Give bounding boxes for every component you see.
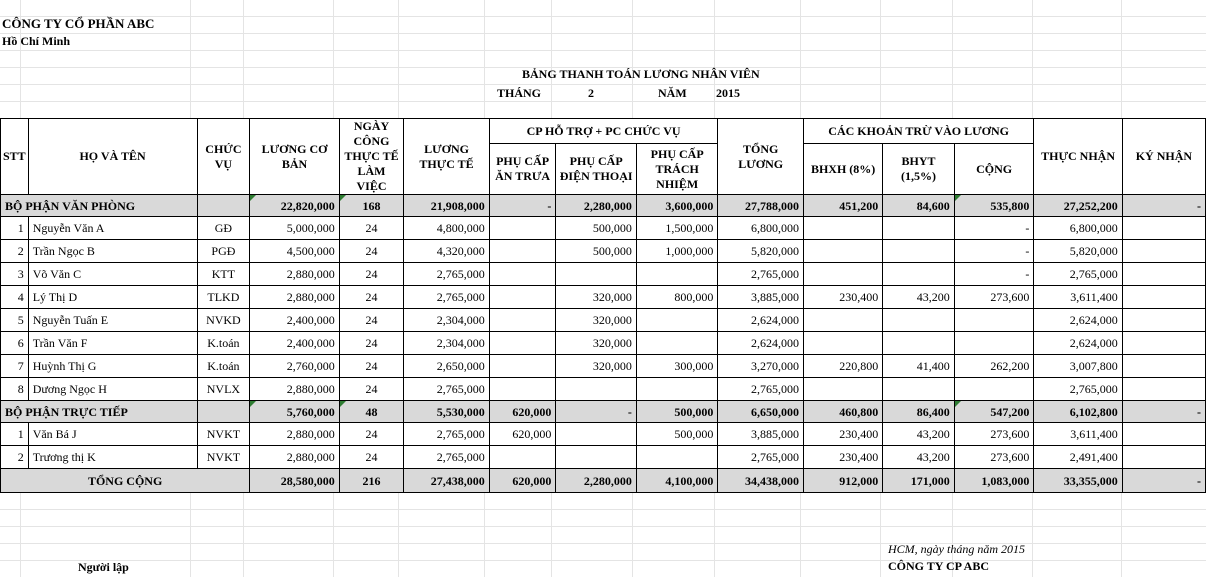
base-salary-cell[interactable]: 2,880,000	[250, 286, 339, 309]
bhxh-cell[interactable]: 230,400	[803, 446, 882, 469]
name-cell[interactable]: Võ Văn C	[28, 263, 197, 286]
net-cell[interactable]: 5,820,000	[1034, 240, 1122, 263]
header-stt[interactable]: STT	[1, 119, 29, 195]
stt-cell[interactable]: 2	[1, 240, 29, 263]
base-salary-cell[interactable]: 2,760,000	[250, 355, 339, 378]
grand-total-sign-cell[interactable]: -	[1122, 469, 1205, 493]
table-row	[1, 378, 1206, 401]
header-work-days[interactable]: NGÀY CÔNG THỰC TẾ LÀM VIỆC	[339, 119, 404, 195]
header-deduct-sum[interactable]: CỘNG	[954, 144, 1034, 195]
phone-cell[interactable]	[556, 446, 637, 469]
footer-maker: Người lập	[78, 560, 129, 574]
name-cell[interactable]: Nguyễn Tuấn E	[28, 309, 197, 332]
header-lunch[interactable]: PHỤ CẤP ĂN TRƯA	[489, 144, 556, 195]
header-base-salary[interactable]: LƯƠNG CƠ BẢN	[250, 119, 339, 195]
total-salary-cell[interactable]: 2,624,000	[718, 332, 804, 355]
position-cell[interactable]: KTT	[197, 263, 250, 286]
deduct-sum-cell[interactable]: -	[954, 217, 1034, 240]
phone-cell[interactable]: 320,000	[556, 286, 637, 309]
position-cell[interactable]: NVLX	[197, 378, 250, 401]
responsibility-cell[interactable]: 500,000	[636, 423, 717, 446]
net-cell[interactable]: 6,800,000	[1034, 217, 1122, 240]
base-salary-cell[interactable]: 2,400,000	[250, 332, 339, 355]
group-responsibility-cell[interactable]: 3,600,000	[636, 195, 717, 217]
phone-cell[interactable]: 320,000	[556, 332, 637, 355]
lunch-cell[interactable]	[489, 378, 556, 401]
total-salary-cell[interactable]: 3,885,000	[718, 286, 804, 309]
bhyt-cell[interactable]	[883, 263, 955, 286]
header-bhxh[interactable]: BHXH (8%)	[803, 144, 882, 195]
deduct-sum-cell[interactable]: 273,600	[954, 423, 1034, 446]
bhxh-cell[interactable]	[803, 332, 882, 355]
work-days-cell[interactable]: 24	[339, 286, 404, 309]
position-cell[interactable]: GĐ	[197, 217, 250, 240]
table-row	[1, 423, 1206, 446]
report-title: BẢNG THANH TOÁN LƯƠNG NHÂN VIÊN	[522, 67, 760, 81]
total-salary-cell[interactable]: 6,800,000	[718, 217, 804, 240]
bhyt-cell[interactable]: 41,400	[883, 355, 955, 378]
phone-cell[interactable]: 320,000	[556, 309, 637, 332]
total-salary-cell[interactable]: 2,624,000	[718, 309, 804, 332]
stt-cell[interactable]: 3	[1, 263, 29, 286]
group-net-cell[interactable]: 6,102,800	[1034, 401, 1122, 423]
net-cell[interactable]: 2,765,000	[1034, 263, 1122, 286]
grand-total-deduct-sum-cell[interactable]: 1,083,000	[954, 469, 1034, 493]
phone-cell[interactable]	[556, 423, 637, 446]
phone-cell[interactable]: 500,000	[556, 240, 637, 263]
group-total-salary-cell[interactable]: 27,788,000	[718, 195, 804, 217]
bhyt-cell[interactable]	[883, 378, 955, 401]
net-cell[interactable]: 2,491,400	[1034, 446, 1122, 469]
deduct-sum-cell[interactable]: 273,600	[954, 286, 1034, 309]
position-cell[interactable]	[197, 195, 250, 217]
lunch-cell[interactable]	[489, 309, 556, 332]
header-position[interactable]: CHỨC VỤ	[197, 119, 250, 195]
responsibility-cell[interactable]: 1,000,000	[636, 240, 717, 263]
responsibility-cell[interactable]: 300,000	[636, 355, 717, 378]
responsibility-cell[interactable]	[636, 378, 717, 401]
grand-total-phone-cell[interactable]: 2,280,000	[556, 469, 637, 493]
header-actual-salary[interactable]: LƯƠNG THỰC TẾ	[404, 119, 490, 195]
header-net[interactable]: THỰC NHẬN	[1034, 119, 1122, 195]
actual-salary-cell[interactable]: 2,765,000	[404, 446, 490, 469]
deduct-sum-cell[interactable]	[954, 332, 1034, 355]
base-salary-cell[interactable]: 2,880,000	[250, 263, 339, 286]
actual-salary-cell[interactable]: 2,650,000	[404, 355, 490, 378]
group-deduct-sum-cell[interactable]: 547,200	[954, 401, 1034, 423]
net-cell[interactable]: 2,624,000	[1034, 332, 1122, 355]
work-days-cell[interactable]: 24	[339, 217, 404, 240]
bhxh-cell[interactable]: 230,400	[803, 423, 882, 446]
net-cell[interactable]: 2,624,000	[1034, 309, 1122, 332]
total-salary-cell[interactable]: 2,765,000	[718, 446, 804, 469]
actual-salary-cell[interactable]: 2,765,000	[404, 378, 490, 401]
bhyt-cell[interactable]	[883, 240, 955, 263]
position-cell[interactable]: K.toán	[197, 355, 250, 378]
work-days-cell[interactable]: 24	[339, 332, 404, 355]
responsibility-cell[interactable]	[636, 263, 717, 286]
actual-salary-cell[interactable]: 2,304,000	[404, 309, 490, 332]
stt-cell[interactable]: 2	[1, 446, 29, 469]
lunch-cell[interactable]	[489, 217, 556, 240]
position-cell[interactable]: TLKD	[197, 286, 250, 309]
footer-signer-company: CÔNG TY CP ABC	[888, 559, 990, 573]
bhyt-cell[interactable]	[883, 217, 955, 240]
deduct-sum-cell[interactable]: -	[954, 240, 1034, 263]
group-bhxh-cell[interactable]: 451,200	[803, 195, 882, 217]
group-work-days-cell[interactable]: 168	[339, 195, 404, 217]
total-salary-cell[interactable]: 2,765,000	[718, 378, 804, 401]
responsibility-cell[interactable]	[636, 309, 717, 332]
base-salary-cell[interactable]: 2,400,000	[250, 309, 339, 332]
bhxh-cell[interactable]	[803, 240, 882, 263]
position-cell[interactable]: NVKT	[197, 446, 250, 469]
deduct-sum-cell[interactable]	[954, 309, 1034, 332]
table-row	[1, 309, 1206, 332]
group-bhyt-cell[interactable]: 86,400	[883, 401, 955, 423]
stt-cell[interactable]: 7	[1, 355, 29, 378]
grand-total-total-salary-cell[interactable]: 34,438,000	[718, 469, 804, 493]
base-salary-cell[interactable]: 2,880,000	[250, 423, 339, 446]
phone-cell[interactable]	[556, 263, 637, 286]
position-cell[interactable]: NVKD	[197, 309, 250, 332]
group-actual-salary-cell[interactable]: 21,908,000	[404, 195, 490, 217]
bhxh-cell[interactable]: 230,400	[803, 286, 882, 309]
group-bhyt-cell[interactable]: 84,600	[883, 195, 955, 217]
work-days-cell[interactable]: 24	[339, 309, 404, 332]
group-responsibility-cell[interactable]: 500,000	[636, 401, 717, 423]
bhyt-cell[interactable]	[883, 332, 955, 355]
group-lunch-cell[interactable]: -	[489, 195, 556, 217]
lunch-cell[interactable]: 620,000	[489, 423, 556, 446]
sign-cell[interactable]	[1122, 378, 1205, 401]
work-days-cell[interactable]: 24	[339, 378, 404, 401]
bhyt-cell[interactable]: 43,200	[883, 446, 955, 469]
name-cell[interactable]: Lý Thị D	[28, 286, 197, 309]
payroll-table	[0, 118, 1206, 493]
table-row	[1, 286, 1206, 309]
grand-total-actual-salary-cell[interactable]: 27,438,000	[404, 469, 490, 493]
month-label: THÁNG	[497, 86, 542, 100]
group-base-salary-cell[interactable]: 22,820,000	[250, 195, 339, 217]
deduct-sum-cell[interactable]: -	[954, 263, 1034, 286]
group-sign-cell[interactable]: -	[1122, 401, 1205, 423]
header-bhyt[interactable]: BHYT (1,5%)	[883, 144, 955, 195]
deduct-sum-cell[interactable]: 273,600	[954, 446, 1034, 469]
stt-cell[interactable]: 8	[1, 378, 29, 401]
net-cell[interactable]: 3,611,400	[1034, 286, 1122, 309]
work-days-cell[interactable]: 24	[339, 423, 404, 446]
actual-salary-cell[interactable]: 2,765,000	[404, 263, 490, 286]
bhxh-cell[interactable]	[803, 263, 882, 286]
work-days-cell[interactable]: 24	[339, 240, 404, 263]
group-lunch-cell[interactable]: 620,000	[489, 401, 556, 423]
header-total-salary[interactable]: TỔNG LƯƠNG	[718, 119, 804, 195]
phone-cell[interactable]: 320,000	[556, 355, 637, 378]
bhyt-cell[interactable]: 43,200	[883, 286, 955, 309]
header-allowance-group[interactable]: CP HỖ TRỢ + PC CHỨC VỤ	[489, 119, 718, 144]
stt-cell[interactable]: 1	[1, 217, 29, 240]
group-base-salary-cell[interactable]: 5,760,000	[250, 401, 339, 423]
header-responsibility[interactable]: PHỤ CẤP TRÁCH NHIỆM	[636, 144, 717, 195]
header-sign[interactable]: KÝ NHẬN	[1122, 119, 1205, 195]
sign-cell[interactable]	[1122, 263, 1205, 286]
header-phone[interactable]: PHỤ CẤP ĐIỆN THOẠI	[556, 144, 637, 195]
group-work-days-cell[interactable]: 48	[339, 401, 404, 423]
stt-cell[interactable]: 4	[1, 286, 29, 309]
group-total-salary-cell[interactable]: 6,650,000	[718, 401, 804, 423]
sign-cell[interactable]	[1122, 423, 1205, 446]
lunch-cell[interactable]	[489, 332, 556, 355]
lunch-cell[interactable]	[489, 446, 556, 469]
grand-total-row	[1, 469, 1206, 493]
position-cell[interactable]: NVKT	[197, 423, 250, 446]
actual-salary-cell[interactable]: 2,304,000	[404, 332, 490, 355]
base-salary-cell[interactable]: 2,880,000	[250, 446, 339, 469]
name-cell[interactable]: Huỳnh Thị G	[28, 355, 197, 378]
grand-total-lunch-cell[interactable]: 620,000	[489, 469, 556, 493]
base-salary-cell[interactable]: 2,880,000	[250, 378, 339, 401]
actual-salary-cell[interactable]: 4,320,000	[404, 240, 490, 263]
lunch-cell[interactable]	[489, 355, 556, 378]
group-row	[1, 195, 1206, 217]
position-cell[interactable]: PGĐ	[197, 240, 250, 263]
name-cell[interactable]: Trần Văn F	[28, 332, 197, 355]
bhxh-cell[interactable]	[803, 378, 882, 401]
stt-cell[interactable]: 6	[1, 332, 29, 355]
group-actual-salary-cell[interactable]: 5,530,000	[404, 401, 490, 423]
bhyt-cell[interactable]: 43,200	[883, 423, 955, 446]
actual-salary-cell[interactable]: 2,765,000	[404, 423, 490, 446]
group-label-cell[interactable]: BỘ PHẬN TRỰC TIẾP	[1, 401, 198, 423]
total-salary-cell[interactable]: 5,820,000	[718, 240, 804, 263]
total-salary-cell[interactable]: 2,765,000	[718, 263, 804, 286]
grand-total-bhxh-cell[interactable]: 912,000	[803, 469, 882, 493]
grand-total-bhyt-cell[interactable]: 171,000	[883, 469, 955, 493]
table-row	[1, 446, 1206, 469]
phone-cell[interactable]: 500,000	[556, 217, 637, 240]
base-salary-cell[interactable]: 4,500,000	[250, 240, 339, 263]
group-sign-cell[interactable]: -	[1122, 195, 1205, 217]
responsibility-cell[interactable]: 1,500,000	[636, 217, 717, 240]
grand-total-label-cell[interactable]: TỔNG CỘNG	[1, 469, 250, 493]
group-net-cell[interactable]: 27,252,200	[1034, 195, 1122, 217]
group-phone-cell[interactable]: -	[556, 401, 637, 423]
bhyt-cell[interactable]	[883, 309, 955, 332]
grand-total-responsibility-cell[interactable]: 4,100,000	[636, 469, 717, 493]
lunch-cell[interactable]	[489, 286, 556, 309]
table-row	[1, 263, 1206, 286]
grand-total-net-cell[interactable]: 33,355,000	[1034, 469, 1122, 493]
month-value[interactable]: 2	[588, 86, 594, 100]
name-cell[interactable]: Dương Ngọc H	[28, 378, 197, 401]
footer-date-line: HCM, ngày tháng năm 2015	[888, 542, 1025, 556]
sign-cell[interactable]	[1122, 286, 1205, 309]
table-row	[1, 355, 1206, 378]
net-cell[interactable]: 3,007,800	[1034, 355, 1122, 378]
group-deduct-sum-cell[interactable]: 535,800	[954, 195, 1034, 217]
payroll-body	[1, 195, 1206, 493]
stt-cell[interactable]: 5	[1, 309, 29, 332]
sign-cell[interactable]	[1122, 446, 1205, 469]
table-row	[1, 240, 1206, 263]
deduct-sum-cell[interactable]: 262,200	[954, 355, 1034, 378]
lunch-cell[interactable]	[489, 263, 556, 286]
grand-total-base-salary-cell[interactable]: 28,580,000	[250, 469, 339, 493]
total-salary-cell[interactable]: 3,885,000	[718, 423, 804, 446]
deduct-sum-cell[interactable]	[954, 378, 1034, 401]
work-days-cell[interactable]: 24	[339, 355, 404, 378]
group-row	[1, 401, 1206, 423]
company-name: CÔNG TY CỔ PHẦN ABC	[2, 16, 155, 31]
table-row	[1, 217, 1206, 240]
sign-cell[interactable]	[1122, 217, 1205, 240]
work-days-cell[interactable]: 24	[339, 446, 404, 469]
sign-cell[interactable]	[1122, 332, 1205, 355]
sign-cell[interactable]	[1122, 309, 1205, 332]
position-cell[interactable]: K.toán	[197, 332, 250, 355]
header-deduction-group[interactable]: CÁC KHOẢN TRỪ VÀO LƯƠNG	[803, 119, 1033, 144]
net-cell[interactable]: 2,765,000	[1034, 378, 1122, 401]
lunch-cell[interactable]	[489, 240, 556, 263]
name-cell[interactable]: Văn Bá J	[28, 423, 197, 446]
actual-salary-cell[interactable]: 4,800,000	[404, 217, 490, 240]
bhxh-cell[interactable]	[803, 309, 882, 332]
group-label-cell[interactable]: BỘ PHẬN VĂN PHÒNG	[1, 195, 198, 217]
position-cell[interactable]	[197, 401, 250, 423]
group-bhxh-cell[interactable]: 460,800	[803, 401, 882, 423]
name-cell[interactable]: Trương thị K	[28, 446, 197, 469]
name-cell[interactable]: Trần Ngọc B	[28, 240, 197, 263]
grand-total-work-days-cell[interactable]: 216	[339, 469, 404, 493]
responsibility-cell[interactable]	[636, 446, 717, 469]
sign-cell[interactable]	[1122, 355, 1205, 378]
actual-salary-cell[interactable]: 2,765,000	[404, 286, 490, 309]
bhxh-cell[interactable]	[803, 217, 882, 240]
work-days-cell[interactable]: 24	[339, 263, 404, 286]
bhxh-cell[interactable]: 220,800	[803, 355, 882, 378]
phone-cell[interactable]	[556, 378, 637, 401]
table-row	[1, 332, 1206, 355]
base-salary-cell[interactable]: 5,000,000	[250, 217, 339, 240]
responsibility-cell[interactable]: 800,000	[636, 286, 717, 309]
company-city: Hồ Chí Minh	[2, 34, 71, 48]
header-name[interactable]: HỌ VÀ TÊN	[28, 119, 197, 195]
year-label: NĂM	[658, 86, 687, 100]
responsibility-cell[interactable]	[636, 332, 717, 355]
name-cell[interactable]: Nguyễn Văn A	[28, 217, 197, 240]
year-value[interactable]: 2015	[716, 86, 740, 100]
total-salary-cell[interactable]: 3,270,000	[718, 355, 804, 378]
net-cell[interactable]: 3,611,400	[1034, 423, 1122, 446]
group-phone-cell[interactable]: 2,280,000	[556, 195, 637, 217]
stt-cell[interactable]: 1	[1, 423, 29, 446]
sign-cell[interactable]	[1122, 240, 1205, 263]
